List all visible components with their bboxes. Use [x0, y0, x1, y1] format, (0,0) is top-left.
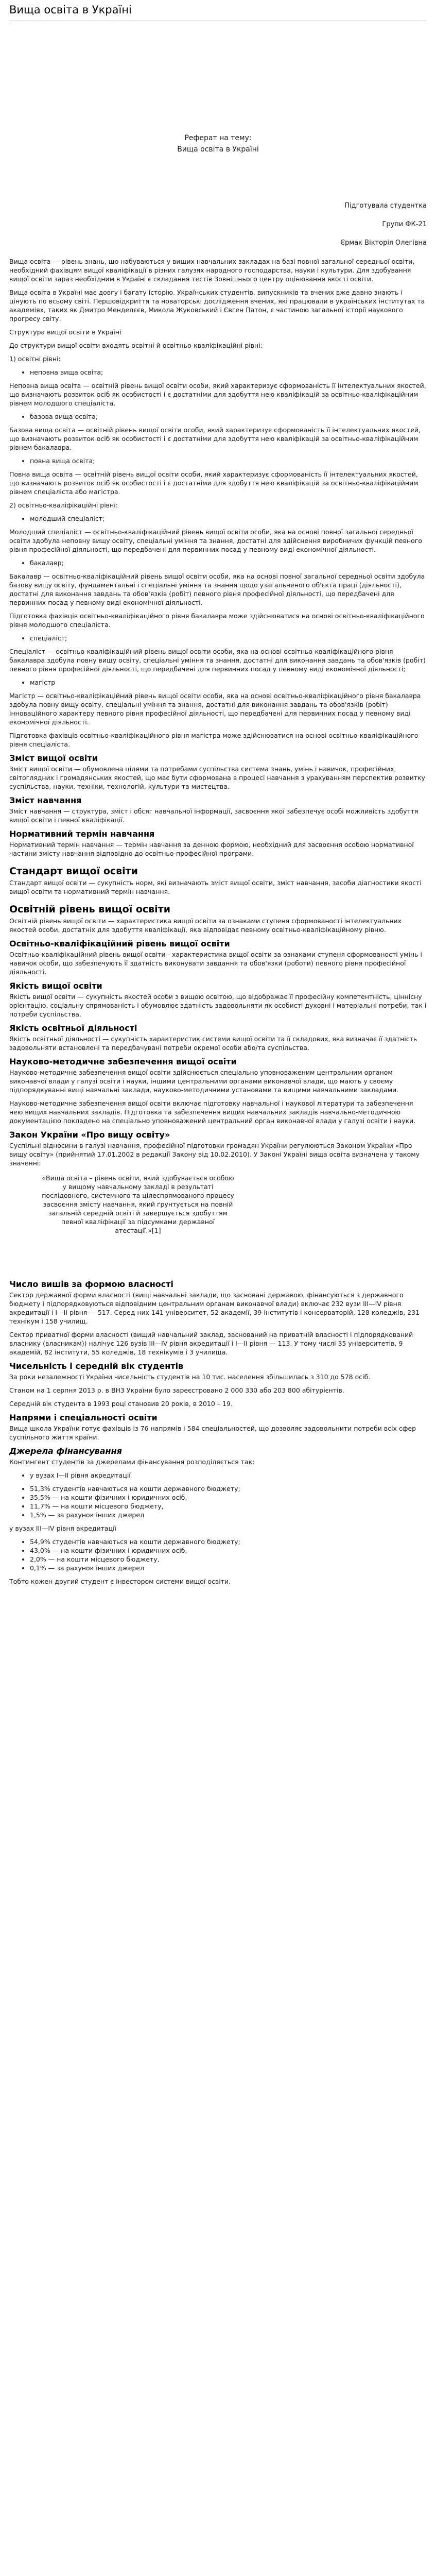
paragraph: Зміст вищої освіти — обумовлена цілями та потребами суспільства система знань, умінь і навичок, професійних, світоглядних і громадянських якостей, що має бути сформована в процесі навчання з урахуванням перспектив розвитку суспільства, науки, техніки, технологій, культури та мистецтва. [9, 765, 425, 790]
paragraph: Контингент студентів за джерелами фінансування розподіляється так: [9, 1458, 255, 1466]
paragraph: Середній вік студента в 1993 році становив 20 років, в 2010 – 19. [9, 1400, 233, 1408]
law-quote: «Вища освіта – рівень освіти, який здобувається особою у вищому навчальному закладі в результаті послідовного, системного та цілеспрямованого процесу засвоєння змісту навчання, який ґрунтується на повній загальній середній освіті й завершується здобуттям певної кваліфікації за підсумками державної атестації.»[1] [42, 1174, 234, 1234]
document-body [9, 257, 427, 1586]
list-item: • 0,1% — за рахунок інших джерел [30, 1564, 427, 1572]
paragraph: Спеціаліст — освітньо-кваліфікаційний рівень вищої освіти особи, яка на основі освітньо-кваліфікаційного рівня бакалавра здобула повну вищу освіту, спеціальні уміння та знання, достатні для виконання завдань та обов'язків (робіт) певного рівня професійної діяльності, що передбачені для первинних посад у певному виді економічної діяльності; [9, 648, 426, 673]
section-heading: Напрями і спеціальності освіти [9, 1413, 158, 1422]
bullet-list [9, 412, 427, 421]
section-heading: Чисельність і середній вік студентів [9, 1361, 184, 1371]
paragraph: Станом на 1 серпня 2013 р. в ВНЗ України було зареєстровано 2 000 330 або 203 800 абітурієнтів. [9, 1386, 344, 1394]
paragraph: Молодший спеціаліст — освітньо-кваліфікаційний рівень вищої освіти особи, яка на основі повної загальної середньої освіти здобула неповну вищу освіту, спеціальні уміння та знання, достатні для здійснення виробничих функцій певного рівня професійної діяльності, що передбачені для первинних посад у певному виді економічної діяльності. [9, 528, 423, 553]
paragraph: Вища школа України готує фахівців із 76 напрямів і 584 спеціальностей, що дозволяє задовольнити потреби всіх сфер суспільного життя країни. [9, 1425, 416, 1441]
paragraph: Сектор приватної форми власності (вищий навчальний заклад, заснований на приватній власності і підпорядкований власнику (власникам)) налічує 126 вузів III—IV рівня акредитації і I—II рівня — 113. У тому числі 35 університетів, 9 академій, 82 інститути, 55 коледжів, 18 технікумів і 3 училища. [9, 1331, 413, 1356]
bullet-list [9, 1537, 427, 1572]
paragraph: Зміст навчання — структура, зміст і обсяг навчальної інформації, засвоєння якої забезпечує особі можливість здобуття вищої освіти і певної кваліфікації. [9, 807, 418, 824]
spacer [9, 1244, 427, 1275]
paragraph: Бакалавр — освітньо-кваліфікаційний рівень вищої освіти особи, яка на основі повної загальної середньої освіти здобула базову вищу освіту, фундаментальні і спеціальні уміння та знання щодо узагальненого об'єкта праці (діяльності), достатні для виконання завдань та обов'язків (робіт) певного рівня професійної діяльності, що передбачені для первинних посад у певному виді економічної діяльності. [9, 572, 425, 606]
paragraph: Підготовка фахівців освітньо-кваліфікаційного рівня бакалавра може здійснюватися на основі освітньо-кваліфікаційного рівня молодшого спеціаліста. [9, 612, 425, 629]
essay-topic-line: Вища освіта в Україні [177, 145, 259, 154]
author-group: Групи ФК-21 [382, 221, 427, 228]
section-heading: Стандарт вищої освіти [9, 866, 138, 877]
section-heading: Освітній рівень вищої освіти [9, 904, 171, 915]
paragraph: Суспільні відносини в галузі навчання, професійної підготовки громадян України регулюються Законом України «Про вищу освіту» (прийнятий 17.01.2002 в редакції Закону від 10.02.2010). У Законі Україні вища освіта визначена у такому значенні: [9, 1142, 420, 1167]
paragraph: Структура вищої освіти в Україні [9, 328, 121, 336]
list-item: • 11,7% — на кошти місцевого бюджету, [30, 1502, 427, 1511]
list-item: • молодший спеціаліст; [30, 514, 427, 523]
list-item: • 43,0% — на кошти фізичних і юридичних осіб, [30, 1546, 427, 1555]
bullet-list [9, 558, 427, 567]
paragraph: Вища освіта в Україні має довгу і багату історію. Українських студентів, випускників та вчених вже давно знають і цінують по всьому світі. Першовідкриття та новаторські дослідження вчених, які працювали в українських інститутах та академіях, таких як Дмитро Менделєєв, Микола Жуковський і Євген Патон, є частиною загальної історії наукового прогресу світу. [9, 289, 425, 323]
paragraph: Тобто кожен другий студент є інвестором системи вищої освіти. [9, 1578, 231, 1585]
list-item: • 54,9% студентів навчаються на кошти державного бюджету; [30, 1537, 427, 1546]
paragraph: 1) освітні рівні: [9, 355, 61, 363]
list-item: • магістр [30, 678, 427, 687]
bullet-list [9, 1471, 427, 1480]
author-block [9, 201, 427, 248]
paragraph: Освітньо-кваліфікаційний рівень вищої освіти - характеристика вищої освіти за ознаками ступеня сформованості умінь і навичок особи, що забезпечують її здатність виконувати завдання та обов'язки (роботи) певного рівня професійної діяльності. [9, 951, 422, 976]
paragraph: Науково-методичне забезпечення вищої освіти здійснюється спеціально уповноваженим центральним органом виконавчої влади у галузі освіти і науки, іншими центральними органами виконавчої влади, що мають у своєму підпорядкуванні вищі навчальні заклади, науково-методичними установами та вищими навчальними закладами. [9, 1069, 399, 1094]
paragraph: Якість освітньої діяльності — сукупність характеристик системи вищої освіти та її складових, яка визначає її здатність задовольняти встановлені та передбачувані потреби окремої особи або/та суспільства. [9, 1035, 417, 1052]
paragraph: 2) освітньо-кваліфікаційні рівні: [9, 501, 118, 509]
paragraph: Магістр — освітньо-кваліфікаційний рівень вищої освіти особи, яка на основі освітньо-кваліфікаційного рівня бакалавра здобула повну вищу освіту, спеціальні уміння та знання, достатні для виконання завдань та обов'язків (робіт) інноваційного характеру певного рівня професійної діяльності, що передбачені для первинних посад у певному виді економічної діяльності. [9, 692, 421, 726]
paragraph: у вузах III—IV рівня акредитації [9, 1524, 117, 1532]
bullet-list [9, 634, 427, 642]
paragraph: Стандарт вищої освіти — сукупність норм, які визначають зміст вищої освіти, зміст навчання, засоби діагностики якості вищої освіти та нормативний термін навчання. [9, 879, 422, 895]
paragraph: Повна вища освіта — освітній рівень вищої освіти особи, який характеризує сформованість її інтелектуальних якостей, що визначають розвиток осіб як особистості і є достатніми для здобуття нею кваліфікацій за освітньо-кваліфікаційним рівнем спеціаліста або магістра. [9, 470, 418, 496]
section-heading: Зміст вищої освіти [9, 753, 98, 763]
section-heading: Число вишів за формою власності [9, 1279, 174, 1289]
list-item: • 1,5% — за рахунок інших джерел [30, 1511, 427, 1519]
paragraph: Якість вищої освіти — сукупність якостей особи з вищою освітою, що відображає її професійну компетентність, ціннісну орієнтацію, соціальну спрямованість і обумовлює здатність задовольняти як особисті духовні і матеріальні потреби, так і потреби суспільства. [9, 993, 427, 1018]
list-item: • у вузах I—II рівня акредитації [30, 1471, 427, 1480]
paragraph: Неповна вища освіта — освітній рівень вищої освіти особи, який характеризує сформованість її інтелектуальних якостей, що визначають розвиток осіб як особистості і є достатніми для здобуття нею кваліфікацій за освітньо-кваліфікаційним рівнем молодшого спеціаліста. [9, 382, 426, 407]
section-heading: Освітньо-кваліфікаційний рівень вищої освіти [9, 939, 230, 948]
list-item: • базова вища освіта; [30, 412, 427, 421]
section-heading: Закон України «Про вищу освіту» [9, 1130, 170, 1140]
title-block [9, 132, 427, 155]
paragraph: До структури вищої освіти входять освітні й освітньо-кваліфікаційні рівні: [9, 342, 263, 349]
section-heading: Якість вищої освіти [9, 981, 102, 991]
list-item: • бакалавр; [30, 558, 427, 567]
section-heading: Джерела фінансування [9, 1446, 122, 1456]
paragraph: Сектор державної форми власності (вищі навчальні заклади, що засновані державою, фінансуються з державного бюджету і підпорядковуються відповідним центральним органам виконавчої влади) включає 232 вузи III—IV рівня акредитації і I—II рівня — 517. Серед них 141 університет, 52 академії, 39 інститутів і консерваторій, 128 коледжів, 231 технікум і 158 училищ. [9, 1291, 420, 1325]
list-item: • неповна вища освіта; [30, 368, 427, 377]
list-item: • 2,0% — на кошти місцевого бюджету, [30, 1555, 427, 1564]
bullet-list [9, 514, 427, 523]
list-item: • 35,5% — на кошти фізичних і юридичних осіб, [30, 1493, 427, 1502]
list-item: • спеціаліст; [30, 634, 427, 642]
bullet-list [9, 1484, 427, 1519]
section-heading: Науково-методичне забезпечення вищої освіти [9, 1057, 237, 1066]
author-role: Підготувала студентка [344, 202, 427, 210]
paragraph: Нормативний термін навчання — термін навчання за денною формою, необхідний для засвоєння особою нормативної частини змісту навчання відповідно до освітньо-професійної програми. [9, 841, 414, 857]
bullet-list [9, 456, 427, 465]
bullet-list [9, 678, 427, 687]
section-heading: Нормативний термін навчання [9, 829, 155, 839]
bullet-list [9, 368, 427, 377]
page-header [9, 0, 427, 21]
paragraph: Вища освіта — рівень знань, що набуваються у вищих навчальних закладах на базі повної загальної середньої освіти, необхідний фахівцям вищої кваліфікації в різних галузях народного господарства, науки і культури. Для здобування вищої освіти зараз необхідним в Україні є складання тестів Зовнішнього центру оцінювання якості освіти. [9, 258, 415, 283]
paragraph: Базова вища освіта — освітній рівень вищої освіти особи, який характеризує сформованість її інтелектуальних якостей, що визначають розвиток осіб як особистості і є достатніми для здобуття нею кваліфікацій за освітньо-кваліфікаційним рівнем бакалавра. [9, 426, 421, 451]
essay-type-line: Реферат на тему: [184, 134, 252, 142]
section-heading: Якість освітньої діяльності [9, 1023, 137, 1033]
paragraph: Науково-методичне забезпечення вищої освіти включає підготовку навчальної і наукової літератури та забезпечення нею вищих навчальних закладів. Підготовка та забезпечення вищих навчальних закладів навчально-методичною документацією покладено на спеціально уповноважений центральний орган виконавчої влади у галузі освіти і науки. [9, 1099, 416, 1125]
section-heading: Зміст навчання [9, 795, 82, 805]
paragraph: Освітній рівень вищої освіти — характеристика вищої освіти за ознаками ступеня сформованості інтелектуальних якостей особи, достатніх для здобуття кваліфікації, яка відповідає певному освітньо-кваліфікаційному рівню. [9, 917, 402, 934]
paragraph: За роки незалежності України чисельність студентів на 10 тис. населення збільшилась з 310 до 578 осіб. [9, 1373, 371, 1381]
list-item: • повна вища освіта; [30, 456, 427, 465]
paragraph: Підготовка фахівців освітньо-кваліфікаційного рівня магістра може здійснюватися на основі освітньо-кваліфікаційного рівня спеціаліста. [9, 732, 418, 748]
author-name: Єрмак Вікторія Олегівна [340, 239, 427, 247]
list-item: • 51,3% студентів навчаються на кошти державного бюджету; [30, 1484, 427, 1493]
page-title: Вища освіта в Україні [9, 4, 132, 16]
